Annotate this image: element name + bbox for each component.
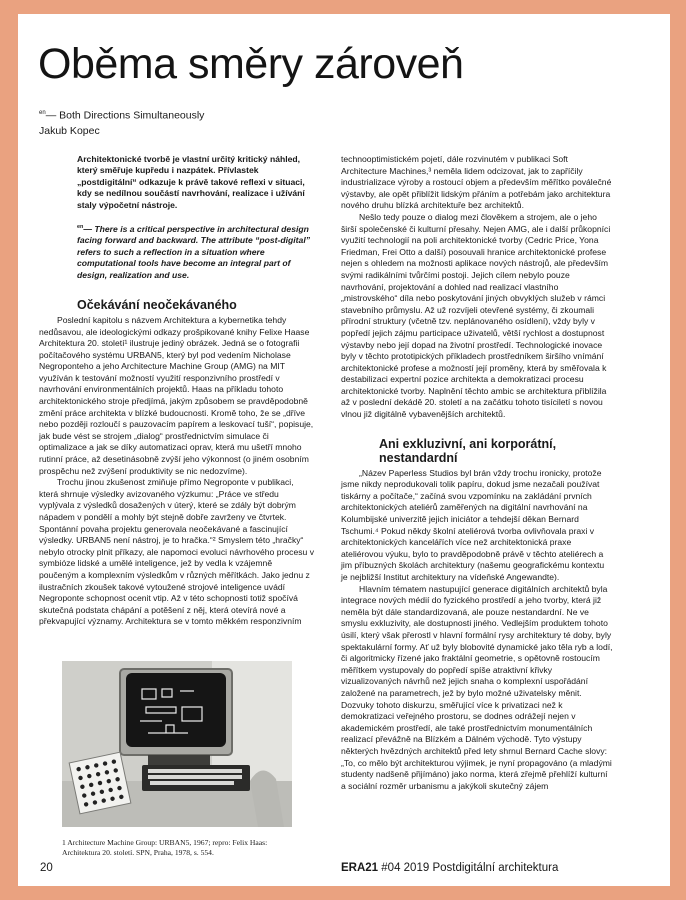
subtitle-en-text: — Both Directions Simultaneously: [45, 109, 205, 122]
subtitle-en: [39, 106, 204, 124]
article-title: Oběma směry zároveň: [38, 40, 464, 88]
body-paragraph: Trochu jinou zkušenost zmiňuje přímo Negroponte v publikaci, která shrnuje výsledky avizovaného výzkumu: „Práce ve středu vyplývala z výsledků dosažených v úterý, které se zdály být dobrým nápadem v pondělí a mohly být stejně dobře zavrženy ve čtvrtek. Spontánní povaha projektu generovala neočekávané a fascinující výsledky. URBAN5 není nástroj, je to hračka.“² Smyslem této „hračky“ nebylo otrocky plnit příkazy, ale napomoci evoluci návrhového procesu v symbióze lidské a umělé inteligence, jež by vedla k vzájemně poučeným a komplexním výsledkům v různých měřítkách. Jako jednu z ilustračních zkoušek takové vytoužené strojové inteligence uvádí Negroponte schopnost ocenit vtip. Až v této schopnosti totiž spočívá skutečná podstata chápání a potěšení z něj, která otevírá nové a překvapující významy. Architektura se v tomto měkkém responzivním: [39, 477, 314, 627]
journal-name: ERA21: [341, 862, 379, 874]
section-heading-expectation: Očekávání neočekávaného: [77, 297, 237, 312]
section-heading-nonstandard: Ani exkluzivní, ani korporátní, nestandardní: [379, 436, 557, 465]
urban5-computer-illustration: [62, 661, 292, 827]
running-footer: [341, 862, 558, 874]
body-paragraph: Nešlo tedy pouze o dialog mezi člověkem a strojem, ale o jeho širší společenské či kulturní přesahy. Nejen AMG, ale i další průkopníci využití technologií na poli architektonické tvorby (Cedric Price, Yona Friedman, Frei Otto a další) posouvali hranice architektonické profese nejen s ohledem na možnosti aplikace nových nástrojů, ale především svými radikálními tvůrčími postoji. Jejich cílem nebylo pouze navrhování, projektování a dohled nad realizací vlastního „mistrovského“ díla nebo poskytování jiných obvyklých služeb v rámci stavebního průmyslu. Až už rozvíjeli otevřené systémy, či zkoumali přírodní struktury (včetně tzv. neplánovaného osídlení), vždy byly v popředí jejich zájmu participace uživatelů, větší rychlost a dostupnost výstavby nebo její dopad na životní prostředí. Technologické inovace byly v těchto prototipických příkladech prostředníkem širšího vnímání architektonické profese a možností její proměny, která by směřovala k destabilizaci expertní pozice architekta a demokratizaci procesu architektonické tvorby. Naplnění těchto ambic se architektura přiblížila až v poslední dekádě 20. století a na začátku tohoto tisíciletí s novou vlnou již digitálně vybavenějších architektů.: [341, 211, 611, 420]
issue-label: #04 2019 Postdigitální architektura: [381, 862, 559, 874]
article-page: [18, 14, 670, 886]
left-column: [39, 154, 314, 628]
lead-paragraph-en: [39, 222, 314, 281]
page-number: 20: [40, 862, 53, 874]
author-name: Jakub Kopec: [39, 124, 100, 137]
en-language-tag: en: [39, 110, 46, 116]
article-subtitle-block: [39, 106, 204, 139]
body-paragraph: Hlavním tématem nastupující generace digitálních architektů byla integrace nových médií do fyzického prostředí a jeho tvorby, která již neměla být dále standardizovaná, ale pouze nestandardní. Ne ve smyslu exkluzivity, ale dostupnosti jiného. Vedlejším produktem tohoto úsilí, který však přerostl v hlavní formální rysy architektury té doby, byly spektakulární formy. Ať už byly blobovité dynamické jako těla ryb a lodí, či algoritmicky řízené jako fraktální geometrie, s opětovně rostoucím měřítkem vystupovaly do popředí spíše atraktivní křivky vizualizovaných návrhů než jejich snaha o komplexní uspořádání založené na parametrech, jež by bylo možné uživatelsky měnit. Dozvuky tohoto diskurzu, směřující více k privatizaci než k demokratizaci veřejného prostoru, se dodnes odrážejí nejen v akademickém prostředí, ale také prostřednictvím monumentálních realizací převážně na Blízkém a Dálném východě. Tyto výstupy některých hvězdných architektů před lety shrnul Bernard Cache slovy: „To, co mělo být architekturou výjimek, je nyní propagováno (a mladými studenty nadšeně přijímáno) jako norma, která zřejmě přehlíží kulturní a sociální rozměr urbanismu a jakýkoli skutečný zájem: [341, 583, 613, 791]
body-paragraph: „Název Paperless Studios byl brán vždy trochu ironicky, protože jsme nikdy neprodukovali tolik papíru, dokud jsme nezačali používat tiskárny a počítače,“ začíná svou vzpomínku na zakládání prvních architektonických ateliérů zaměřených na digitální navrhování na Kolumbijské univerzitě jejich iniciátor a tehdejší děkan Bernard Tschumi.⁴ Pokud někdy školní ateliérová tvorba ovlivňovala praxi v architektonických kancelářích více než architektonická praxe ateliérovou výuku, bylo to pravděpodobně právě v těchto ateliérech a jim příbuzných školách architektury (našemu geografickému kontextu je nejbližší Institut architektury na vídeňské Angewandte).: [341, 467, 605, 582]
figure-caption: 1 Architecture Machine Group: URBAN5, 1967; repro: Felix Haas: Architektura 20. století. SPN, Praha, 1978, s. 554.: [62, 838, 268, 857]
body-paragraph: Poslední kapitolu s názvem Architektura a kybernetika tehdy nedůsavou, ale ideologickými odkazy prošpikované knihy Felixe Haase Architektura 20. století¹ ilustruje jediný obrázek. Jedná se o fotografii počítačového systému URBAN5, který byl pod vedením Nicholase Negroponteho a jeho Architecture Machine Group (AMG) na MIT využíván k testování možností využití responzivního prostředí v navrhování environmentálních projektů. Haas na příkladu tohoto architektonického stroje předjímá, jakým způsobem se pravděpodobně změní práce architekta v blízké budoucnosti. Kromě toho, že se „dříve nebo později rozloučí s pauzovacím papírem a leskovací tuší“, popisuje, jak bude vést se strojem „dialog“ prostřednictvím simulace či optimalizace a jak se díky automatizaci oprav, která mu ušetří mnoho rutinní práce, až desetinásobně zvýší jeho výkonnost (o jiném osobním prospěchu než zvýšení produktivity se nic nedozvíme).: [39, 314, 314, 476]
lead-en-language-tag: en: [77, 224, 84, 231]
urban5-photo: [62, 661, 292, 827]
lead-paragraph-cz: Architektonické tvorbě je vlastní určitý kritický náhled, který směřuje kupředu i nazpátek. Přívlastek „postdigitální“ odkazuje k právě takové reflexi v situaci, kdy se nedílnou součástí navrhování, realizace i užívání staly výpočetní nástroje.: [77, 154, 305, 210]
lead-en-text: — There is a critical perspective in architectural design facing forward and backward. The attribute “post-digital” refers to such a reflection in a situation where computational tools have become an integral part of design, realization and use.: [77, 223, 311, 280]
body-paragraph: technooptimistickém pojetí, dále rozvinutém v publikaci Soft Architecture Machines,³ neměla lidem odcizovat, jak to zapříčily industrializace výroby a rostoucí objem a především měřítko poválečné výstavby, ale opět přiblížit lidským přáním a potřebám jako architektura nového druhu blízká architektuře bez architektů.: [341, 154, 612, 211]
right-column: [341, 154, 613, 792]
